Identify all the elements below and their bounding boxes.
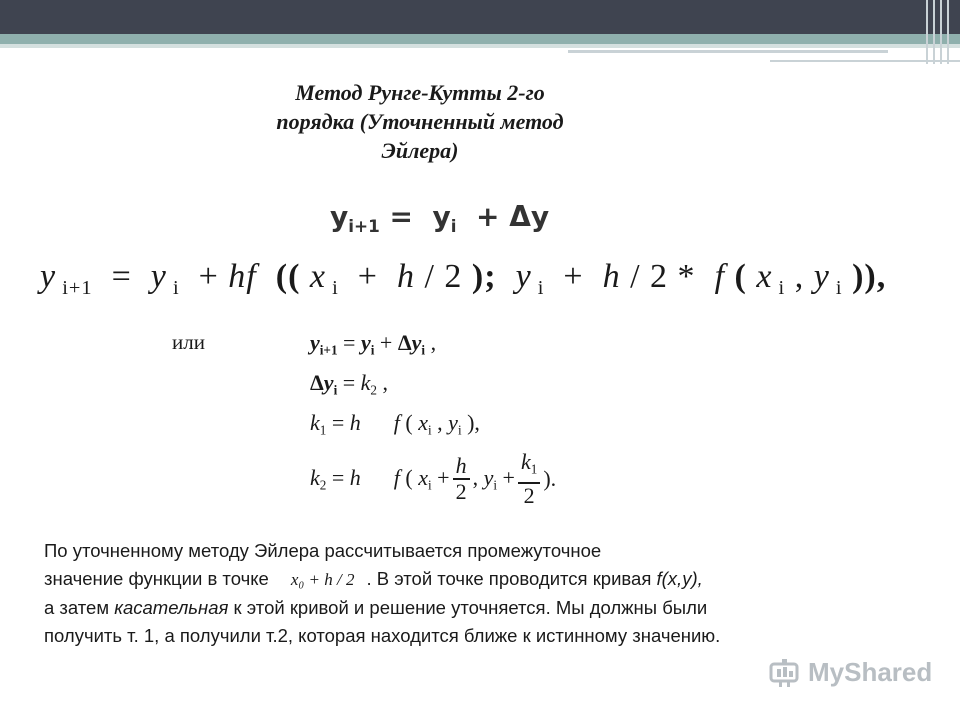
text-span: к этой кривой и решение уточняется. Мы должны были [233,597,708,618]
logo-text: MyShared [808,657,933,687]
formula-system-line: $\Delta y_i = k_2$ , [310,370,389,398]
slide-header-bar [0,0,960,34]
formula-system-line: $k_2 = h$ f ( $x_i$ + $\frac{h}{2}$ , $y_i$ + $\frac{k_1}{2}$ ). [310,449,557,508]
text-span: . В этой точке проводится кривая [366,568,652,589]
slide-header-stripe [0,34,960,44]
paragraph-line [44,594,934,622]
slide-title [220,78,620,165]
formula-system-line: $y_{i+1} = y_i + \Delta y_i$ , [310,330,437,358]
or-label: или [172,330,205,354]
title-line: Эйлера) [381,138,459,163]
inline-formula: x₀ + h / 2 [290,570,355,589]
presentation-icon [768,658,802,688]
explanation-paragraph [44,537,934,650]
myshared-logo [768,657,932,688]
formula-runge-kutta: y $_{i+1}$ = y $_i$ + hf (( x $_i$ + h / 2 ); y $_i$ + h / 2 * f ( x $_i$ , y $_i$ )), [40,258,887,300]
formula-system-line: $k_1 = h$ f ( $x_i$ , $y_i$ ), [310,410,480,438]
paragraph-line: По уточненному методу Эйлера рассчитывается промежуточное [44,540,602,561]
text-span: а затем [44,597,110,618]
title-line: порядка (Уточненный метод [276,109,564,134]
title-line: Метод Рунге-Кутты 2-го [295,80,545,105]
paragraph-line [44,565,934,594]
decorative-vertical-bars [924,0,954,64]
paragraph-line: получить т. 1, а получили т.2, которая находится ближе к истинному значению. [44,625,721,646]
italic-term: касательная [114,597,229,618]
function-label: f(x,y), [656,568,703,589]
decorative-line [568,50,888,53]
text-span: значение функции в точке [44,568,269,589]
slide-header-line [0,44,960,48]
formula-increment: $y_{i+1} = y_i + \Delta y$ [330,200,550,236]
